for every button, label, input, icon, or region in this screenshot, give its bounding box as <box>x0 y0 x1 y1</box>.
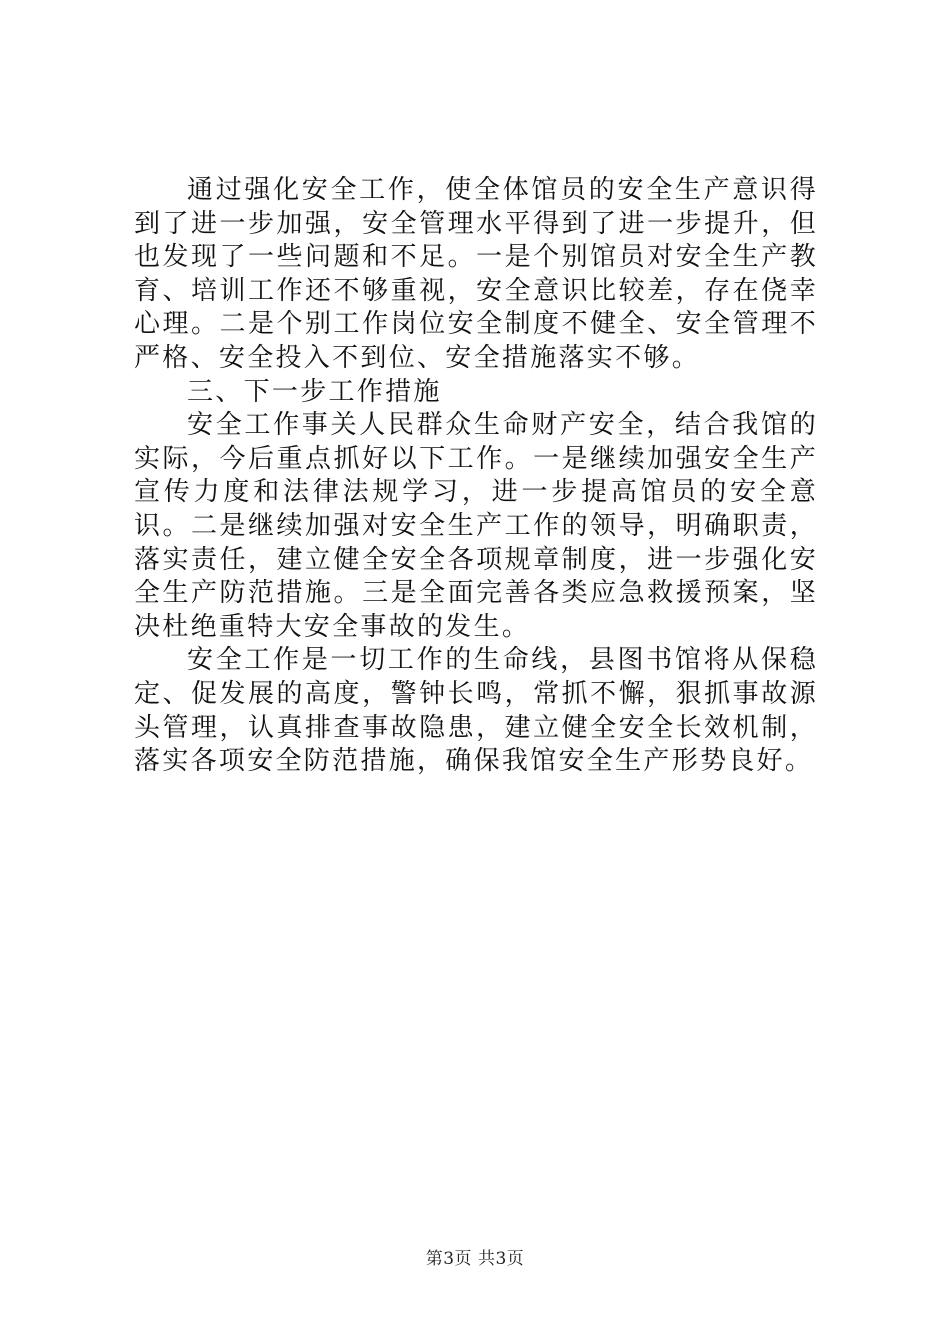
section-heading-next-steps: 三、下一步工作措施 <box>187 376 442 407</box>
paragraph-safety-results: 通过强化安全工作，使全体馆员的安全生产意识得到了进一步加强，安全管理水平得到了进一步提升，但也发现了一些问题和不足。一是个别馆员对安全生产教育、培训工作还不够重视，安全意识比较差，存在侥幸心理。二是个别工作岗位安全制度不健全、安全管理不严格、安全投入不到位、安全措施落实不够。 <box>134 175 818 373</box>
page-footer: 第3页 共3页 <box>425 1249 525 1269</box>
paragraph-conclusion: 安全工作是一切工作的生命线，县图书馆将从保稳定、促发展的高度，警钟长鸣，常抓不懈，狠抓事故源头管理，认真排查事故隐患，建立健全安全长效机制，落实各项安全防范措施，确保我馆安全生产形势良好。 <box>134 645 818 777</box>
document-body <box>134 174 818 779</box>
paragraph-next-steps: 安全工作事关人民群众生命财产安全，结合我馆的实际，今后重点抓好以下工作。一是继续加强安全生产宣传力度和法律法规学习，进一步提高馆员的安全意识。二是继续加强对安全生产工作的领导，明确职责，落实责任，建立健全安全各项规章制度，进一步强化安全生产防范措施。三是全面完善各类应急救援预案，坚决杜绝重特大安全事故的发生。 <box>134 410 818 642</box>
